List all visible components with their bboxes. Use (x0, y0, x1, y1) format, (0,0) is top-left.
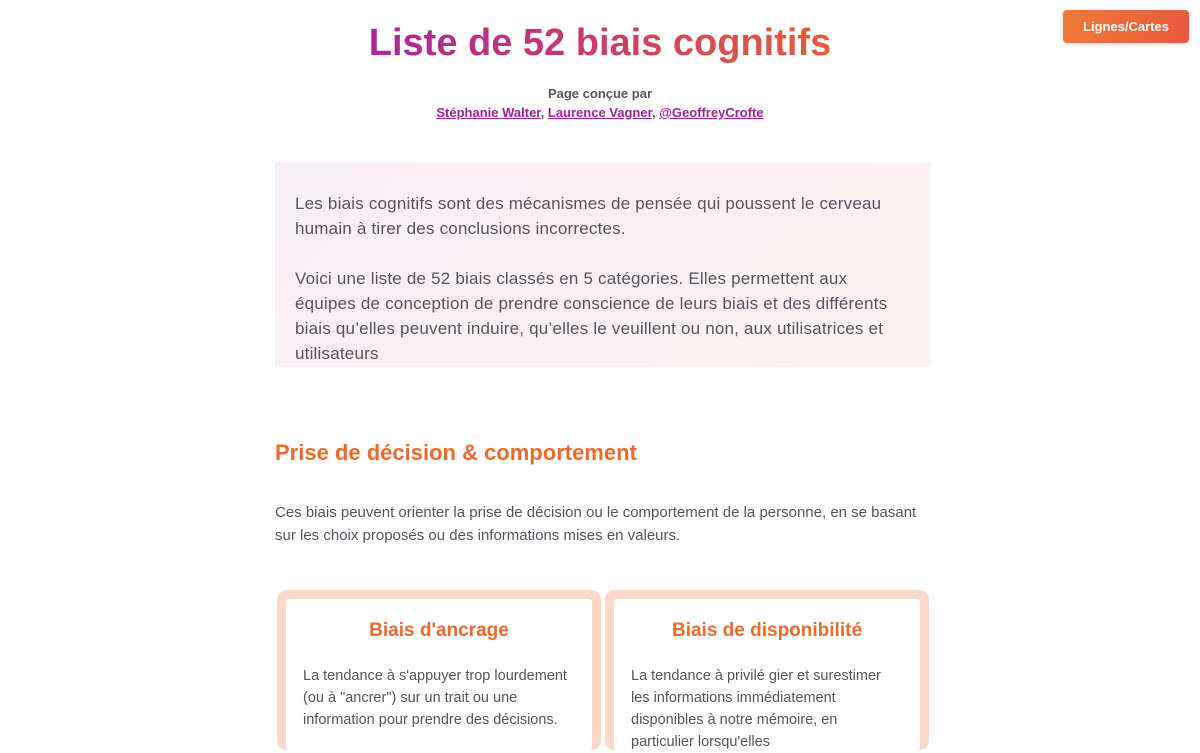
lines-cards-toggle-button[interactable]: Lignes/Cartes (1063, 10, 1189, 43)
section-description: Ces biais peuvent orienter la prise de décision ou le comportement de la personne, en se basant sur les choix proposés ou des informations mises en valeurs. (275, 504, 917, 544)
author-separator: , (651, 105, 660, 120)
bias-card-content (286, 599, 592, 750)
page-title: Liste de 52 biais cognitifs (368, 22, 832, 64)
bias-card-title: Biais de disponibilité (671, 620, 863, 641)
author-link-stephanie-walter[interactable]: Stéphanie Walter (436, 105, 541, 120)
intro-paragraph: Voici une liste de 52 biais classés en 5 catégories. Elles permettent aux équipes de conception de prendre conscience de leurs biais et des différents biais qu’elles peuvent induire, qu’elles le veuillent ou non, aux utilisatrices et utilisateurs (295, 269, 888, 363)
author-link-geoffrey-crofte[interactable]: @GeoffreyCrofte (659, 105, 764, 120)
bias-card-text: La tendance à s'appuyer trop lourdement (ou à "ancrer") sur un trait ou une information pour prendre des décisions. (303, 668, 567, 728)
bias-card[interactable] (277, 590, 601, 750)
intro-box (275, 162, 931, 367)
bias-card[interactable] (605, 590, 929, 750)
section-title: Prise de décision & comportement (275, 440, 637, 465)
credit-prefix: Page conçue par (547, 86, 653, 101)
author-separator: , (540, 105, 548, 120)
bias-card-content (614, 599, 920, 750)
bias-card-title: Biais d'ancrage (369, 620, 509, 641)
intro-paragraph: Les biais cognitifs sont des mécanismes de pensée qui poussent le cerveau humain à tirer des conclusions incorrectes. (295, 194, 882, 238)
credits (0, 84, 1200, 122)
author-links (0, 103, 1200, 122)
bias-card-text: La tendance à privilé gier et surestimer les informations immédiatement disponibles à notre mémoire, en particulier lorsqu'elles (631, 668, 881, 750)
author-link-laurence-vagner[interactable]: Laurence Vagner (547, 105, 652, 120)
